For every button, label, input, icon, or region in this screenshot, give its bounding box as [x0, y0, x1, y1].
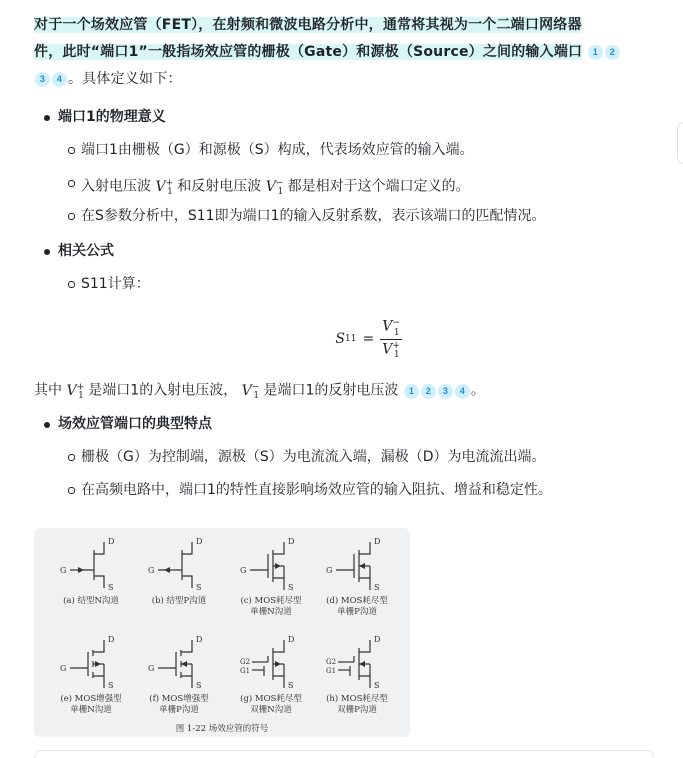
section-title: 端口1的物理意义 [34, 106, 643, 128]
symbol-caption: (c) MOS耗尽型 单栅N沟道 [240, 596, 302, 617]
fet-symbol-icon [60, 536, 124, 594]
fet-symbol-cell [312, 532, 402, 632]
fet-symbol-cell [226, 630, 316, 730]
fet-symbol-cell [312, 630, 402, 730]
svg-text:D: D [374, 537, 381, 546]
intro-highlight-2: 件，此时“端口1”一般指场效应管的栅极（Gate）和源极（Source）之间的输入端口 [34, 44, 583, 60]
fet-symbol-icon [148, 634, 212, 692]
intro-tail: 。具体定义如下： [68, 71, 182, 87]
fet-symbol-cell [134, 630, 224, 730]
svg-text:G: G [326, 566, 333, 575]
list-item: 在高频电路中，端口1的特性直接影响场效应管的输入阻抗、增益和稳定性。 [34, 479, 643, 501]
list-item: S11计算： [34, 273, 643, 295]
svg-text:S: S [374, 681, 380, 690]
symbol-caption: (e) MOS增强型 单栅N沟道 [60, 694, 122, 715]
svg-text:S: S [288, 681, 294, 690]
svg-text:D: D [374, 635, 381, 644]
v1-minus-symbol: $V^-_1$ [265, 178, 284, 198]
svg-text:G: G [60, 664, 67, 673]
fet-symbol-icon [326, 536, 390, 594]
svg-text:D: D [288, 635, 295, 644]
section-title: 相关公式 [34, 240, 643, 262]
text: 都是相对于这个端口定义的。 [283, 178, 470, 195]
svg-text:D: D [288, 537, 295, 546]
svg-text:G: G [240, 566, 247, 575]
section-formula [34, 240, 643, 369]
svg-text:G1: G1 [240, 667, 251, 675]
svg-text:D: D [196, 537, 203, 546]
svg-text:D: D [108, 537, 115, 546]
text: 和反射电压波 [172, 178, 266, 195]
fet-symbol-icon [326, 634, 390, 692]
citation-badge[interactable]: 3 [35, 72, 50, 87]
fet-symbol-icon [240, 536, 304, 594]
side-panel-handle[interactable] [677, 122, 683, 164]
symbol-caption: (d) MOS耗尽型 单栅P沟道 [326, 596, 388, 617]
list-item: 在S参数分析中，S11即为端口1的输入反射系数，表示该端口的匹配情况。 [34, 205, 643, 227]
fet-symbol-cell [134, 532, 224, 632]
svg-text:S: S [196, 583, 202, 592]
svg-text:D: D [108, 635, 115, 644]
fraction: $\frac{V^-_1}{V^+_1}$ [382, 318, 400, 360]
svg-text:G: G [60, 566, 67, 575]
fet-symbol-icon [60, 634, 124, 692]
fet-symbol-cell [46, 532, 136, 632]
explain-paragraph: 其中 $V^+_1$ 是端口1的入射电压波， $V^-_1$ 是端口1的反射电压波 1 2 3 4 。 [34, 382, 485, 402]
s11-formula: S 11 = $\frac{V^-_1}{V^+_1}$ [335, 318, 400, 360]
next-card-edge [34, 750, 654, 758]
svg-text:G2: G2 [240, 658, 251, 666]
svg-text:D: D [196, 635, 203, 644]
symbol-caption: (h) MOS耗尽型 双栅P沟道 [326, 694, 388, 715]
svg-text:G: G [148, 664, 155, 673]
svg-text:S: S [196, 681, 202, 690]
svg-text:S: S [374, 583, 380, 592]
citation-badge[interactable]: 2 [605, 45, 620, 60]
svg-text:S: S [108, 583, 114, 592]
symbol-caption: (g) MOS耗尽型 双栅N沟道 [240, 694, 302, 715]
intro-paragraph [34, 12, 643, 93]
fet-symbol-icon [148, 536, 212, 594]
svg-text:G: G [148, 566, 155, 575]
fet-symbol-cell [46, 630, 136, 730]
section-fet-features [34, 413, 643, 501]
symbol-caption: (b) 结型P沟道 [151, 596, 207, 606]
fet-symbols-image[interactable] [34, 528, 410, 737]
v1-plus-symbol: $V^+_1$ [66, 382, 85, 402]
fet-symbol-icon [240, 634, 304, 692]
citation-badge[interactable]: 1 [588, 45, 603, 60]
svg-text:G1: G1 [326, 667, 337, 675]
citation-badge[interactable]: 3 [438, 384, 453, 399]
symbol-caption: (f) MOS增强型 单栅P沟道 [149, 694, 209, 715]
section-title: 场效应管端口的典型特点 [34, 413, 643, 435]
figure-caption: 图 1-22 场效应管的符号 [175, 724, 269, 734]
v1-plus-symbol: $V^+_1$ [155, 178, 174, 198]
list-item [34, 172, 643, 198]
intro-highlight-1: 对于一个场效应管（FET），在射频和微波电路分析中，通常将其视为一个二端口网络器 [34, 17, 582, 33]
symbol-caption: (a) 结型N沟道 [63, 596, 119, 606]
section-port1-meaning [34, 106, 643, 227]
text: 入射电压波 [81, 178, 156, 195]
fet-symbol-cell [226, 532, 316, 632]
list-item: 栅极（G）为控制端，源极（S）为电流流入端，漏极（D）为电流流出端。 [34, 446, 643, 468]
svg-text:S: S [108, 681, 114, 690]
svg-text:G2: G2 [326, 658, 337, 666]
citation-badge[interactable]: 4 [52, 72, 67, 87]
svg-text:S: S [288, 583, 294, 592]
list-item: 端口1由栅极（G）和源极（S）构成，代表场效应管的输入端。 [34, 139, 643, 161]
v1-minus-symbol: $V^-_1$ [241, 382, 260, 402]
citation-badge[interactable]: 4 [455, 384, 470, 399]
citation-badge[interactable]: 2 [421, 384, 436, 399]
citation-badge[interactable]: 1 [404, 384, 419, 399]
